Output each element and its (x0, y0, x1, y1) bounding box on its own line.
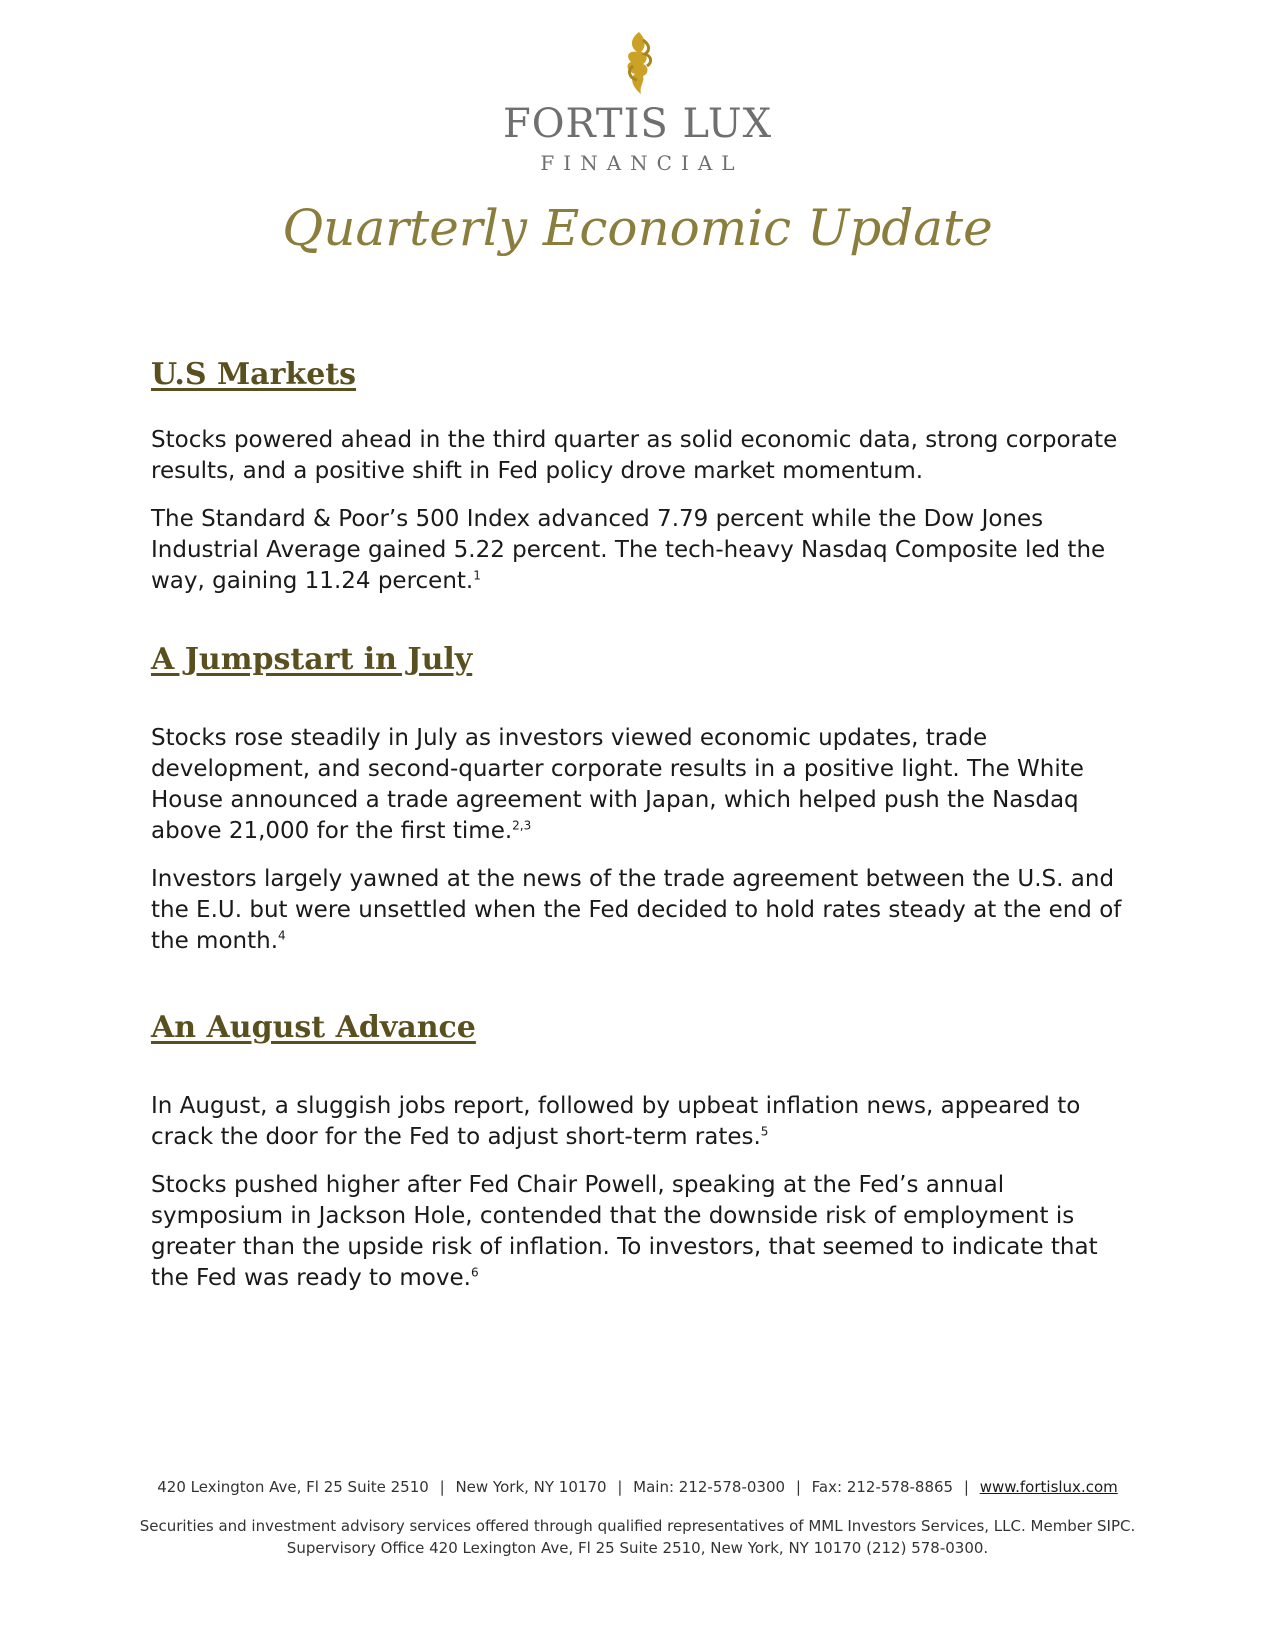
paragraph-text: Stocks pushed higher after Fed Chair Powell, speaking at the Fed’s annual symposium in Jackson Hole, contended that the downside risk of employment is greater than the upside risk of inflation. To investors, that seemed to indicate that the Fed was ready to move. (151, 1172, 1098, 1291)
paragraph-text: Stocks rose steadily in July as investors viewed economic updates, trade development, and second-quarter corporate results in a positive light. The White House announced a trade agreement with Japan, which helped push the Nasdaq above 21,000 for the first time. (151, 725, 1084, 844)
footnote-ref: 1 (473, 568, 481, 583)
footer (0, 1477, 1275, 1559)
footer-separator: | (795, 1478, 801, 1496)
footnote-ref: 4 (278, 928, 286, 943)
brand-subtitle: FINANCIAL (540, 151, 744, 175)
section-heading-jumpstart-july: A Jumpstart in July (151, 642, 473, 677)
paragraph (151, 1091, 1131, 1153)
section-heading-august-advance: An August Advance (151, 1010, 476, 1045)
footer-separator: | (439, 1478, 445, 1496)
brand-name: FORTIS LUX (502, 101, 773, 147)
footer-main-phone: Main: 212-578-0300 (633, 1478, 786, 1496)
footer-disclosure (0, 1515, 1275, 1559)
paragraph (151, 723, 1131, 847)
paragraph (151, 425, 1131, 487)
footnote-ref: 5 (760, 1124, 769, 1139)
flame-mark-icon (615, 30, 661, 96)
footer-separator: | (963, 1478, 969, 1496)
footnote-ref: 6 (470, 1265, 479, 1280)
paragraph-text: Stocks powered ahead in the third quarter as solid economic data, strong corporate results, and a positive shift in Fed policy drove market momentum. (151, 427, 1118, 484)
document-body (151, 355, 1131, 1294)
footer-separator: | (617, 1478, 623, 1496)
paragraph-text: The Standard & Poor’s 500 Index advanced 7.79 percent while the Dow Jones Industrial Average gained 5.22 percent. The tech-heavy Nasdaq Composite led the way, gaining 11.24 percent. (151, 506, 1106, 594)
letterhead (0, 30, 1275, 174)
disclosure-line: Securities and investment advisory services offered through qualified representatives of MML Investors Services, LLC. Member SIPC. (139, 1517, 1136, 1535)
footer-address: 420 Lexington Ave, Fl 25 Suite 2510 (157, 1478, 429, 1496)
disclosure-line: Supervisory Office 420 Lexington Ave, Fl 25 Suite 2510, New York, NY 10170 (212) 578-0300. (286, 1539, 989, 1557)
footer-contact-line (0, 1477, 1275, 1497)
footer-city: New York, NY 10170 (455, 1478, 607, 1496)
paragraph-text: Investors largely yawned at the news of the trade agreement between the U.S. and the E.U. but were unsettled when the Fed decided to hold rates steady at the end of the month. (151, 866, 1122, 954)
footer-fax: Fax: 212-578-8865 (811, 1478, 954, 1496)
footer-website-link[interactable]: www.fortislux.com (979, 1478, 1118, 1496)
paragraph (151, 864, 1131, 957)
footnote-ref: 2,3 (512, 818, 532, 833)
section-heading-us-markets: U.S Markets (151, 357, 357, 392)
document-title: Quarterly Economic Update (282, 199, 993, 257)
paragraph (151, 504, 1131, 597)
paragraph-text: In August, a sluggish jobs report, followed by upbeat inflation news, appeared to crack the door for the Fed to adjust short-term rates. (151, 1093, 1081, 1150)
paragraph (151, 1170, 1131, 1294)
